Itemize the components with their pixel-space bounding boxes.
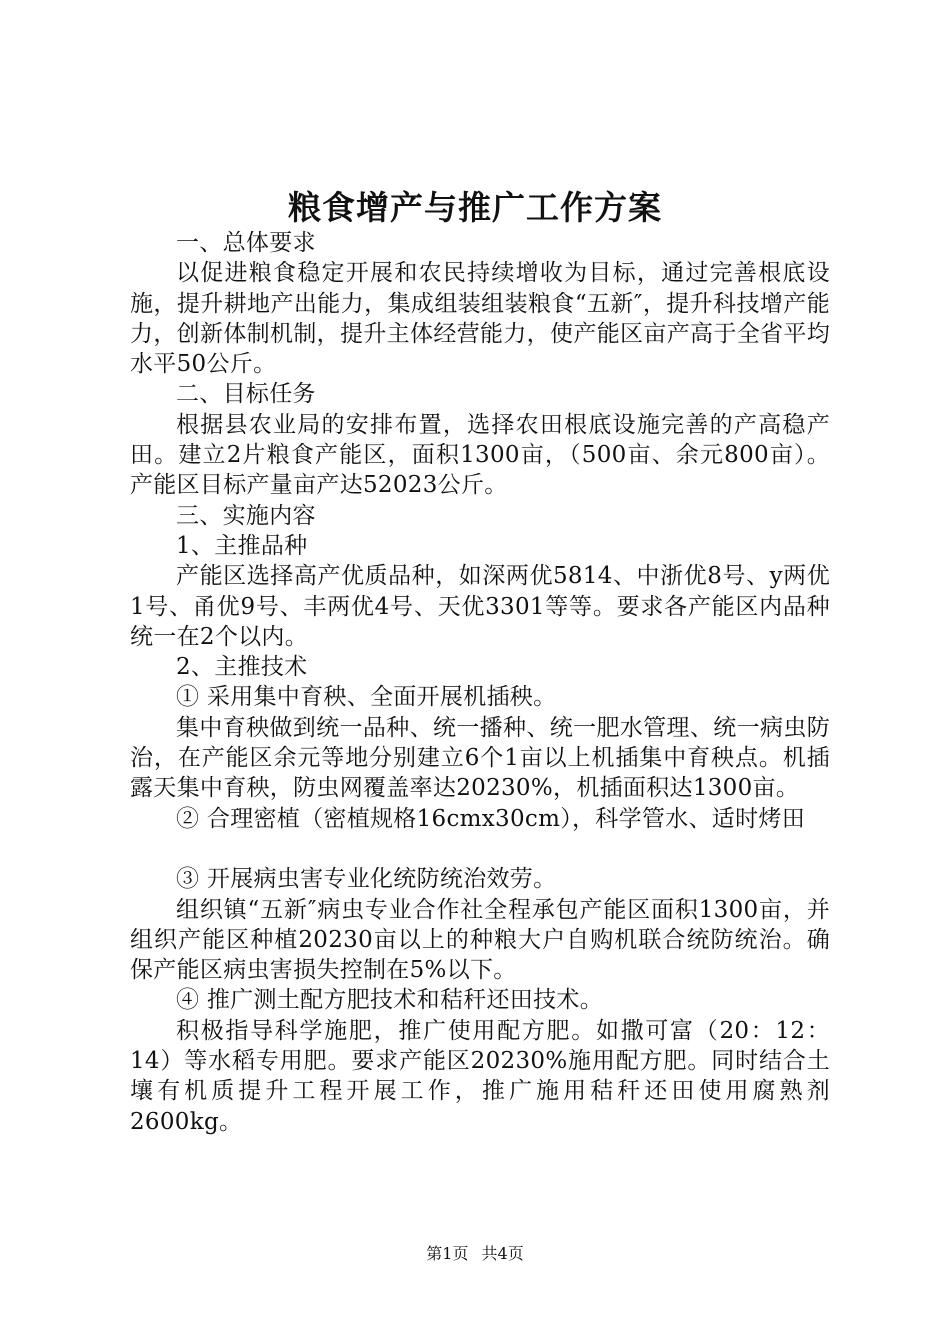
technique-item-1: ① 采用集中育秧、全面开展机插秧。 <box>176 684 557 711</box>
paragraph-varieties: 产能区选择高产优质品种，如深两优5814、中浙优8号、y两优1号、甬优9号、丰两优4号、天优3301等等。要求各产能区内品种统一在2个以内。 <box>130 563 830 650</box>
subheading-varieties: 1、主推品种 <box>176 532 308 559</box>
paragraph-general-requirements: 以促进粮食稳定开展和农民持续增收为目标，通过完善根底设施，提升耕地产出能力，集成组装组装粮食“五新″，提升科技增产能力，创新体制机制，提升主体经营能力，使产能区亩产高于全省平均水平50公斤。 <box>130 260 830 378</box>
technique-item-2: ② 合理密植（密植规格16cmx30cm），科学管水、适时烤田 <box>176 805 805 832</box>
technique-item-3: ③ 开展病虫害专业化统防统治效劳。 <box>176 866 557 893</box>
blank-line <box>130 834 830 864</box>
document-body <box>130 228 830 1137</box>
section-heading-3: 三、实施内容 <box>176 502 316 529</box>
page-footer <box>0 1243 950 1265</box>
page-number: 第1页 <box>426 1244 469 1263</box>
section-heading-2: 二、目标任务 <box>176 381 316 408</box>
page-total: 共4页 <box>481 1244 524 1263</box>
document-title: 粮食增产与推广工作方案 <box>288 188 662 227</box>
paragraph-pest-control: 组织镇“五新″病虫专业合作社全程承包产能区面积1300亩，并组织产能区种植20230亩以上的种粮大户自购机联合统防统治。确保产能区病虫害损失控制在5%以下。 <box>130 896 830 984</box>
subheading-techniques: 2、主推技术 <box>176 654 308 681</box>
paragraph-seedling: 集中育秧做到统一品种、统一播种、统一肥水管理、统一病虫防治，在产能区余元等地分别建立6个1亩以上机插集中育秧点。机插露天集中育秧，防虫网覆盖率达20230%，机插面积达1300亩。 <box>130 714 830 802</box>
paragraph-target-tasks: 根据县农业局的安排布置，选择农田根底设施完善的产高稳产田。建立2片粮食产能区，面积1300亩，（500亩、余元800亩）。产能区目标产量亩产达52023公斤。 <box>130 411 830 499</box>
section-heading-1: 一、总体要求 <box>176 230 316 256</box>
paragraph-fertilizer: 积极指导科学施肥，推广使用配方肥。如撒可富（20：12：14）等水稻专用肥。要求产能区20230%施用配方肥。同时结合土壤有机质提升工程开展工作，推广施用秸秆还田使用腐熟剂2600kg。 <box>130 1017 830 1135</box>
technique-item-4: ④ 推广测土配方肥技术和秸秆还田技术。 <box>176 987 604 1014</box>
